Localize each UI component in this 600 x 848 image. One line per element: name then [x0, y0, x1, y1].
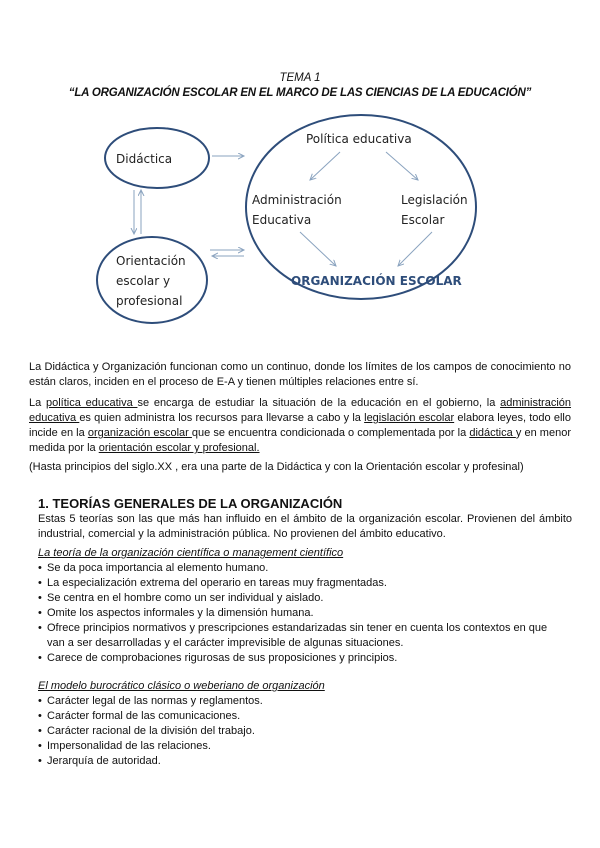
concept-diagram	[0, 110, 600, 330]
intro-paragraph-2	[29, 396, 571, 456]
p2-underline-legislacion: legislación escolar	[364, 412, 455, 424]
section-intro: Estas 5 teorías son las que más han influido en el ámbito de la organización escolar. Provienen del ámbito industrial, comercial y la administración pública. No provienen del ámbito educativo.	[38, 513, 572, 540]
p2-text-3: es quien administra los recursos para llevarse a cabo y la	[79, 412, 365, 424]
orientacion-label-1: Orientación	[116, 254, 186, 268]
p2-underline-administracion: administración educativa	[29, 397, 572, 424]
administracion-label-1: Administración	[252, 193, 342, 207]
legislacion-label-2: Escolar	[401, 213, 445, 227]
administracion-label-2: Educativa	[252, 213, 312, 227]
theory2-title: El modelo burocrático clásico o weberiano de organización	[38, 680, 325, 692]
list-item: • La especialización extrema del operario en tareas muy fragmentadas.	[38, 576, 558, 591]
list-item: • Jerarquía de autoridad.	[38, 754, 558, 769]
intro-paragraph-3: (Hasta principios del siglo.XX , era una parte de la Didáctica y con la Orientación escolar y profesinal)	[29, 461, 524, 473]
list-item: • Impersonalidad de las relaciones.	[38, 739, 558, 754]
page-title: “LA ORGANIZACIÓN ESCOLAR EN EL MARCO DE LAS CIENCIAS DE LA EDUCACIÓN”	[68, 87, 532, 99]
p2-text-1: La	[29, 397, 46, 409]
arrow-legislacion-organizacion	[398, 232, 432, 266]
topic-label: TEMA 1	[279, 72, 321, 84]
list-item: • Omite los aspectos informales y la dimensión humana.	[38, 606, 558, 621]
orientacion-label-3: profesional	[116, 294, 183, 308]
section-title: 1. TEORÍAS GENERALES DE LA ORGANIZACIÓN	[38, 496, 343, 511]
theory1-title: La teoría de la organización científica o management científico	[38, 547, 344, 559]
arrow-politica-administracion	[310, 152, 340, 180]
p2-text-6: y en menor medida por la	[29, 427, 571, 454]
p2-underline-didactica: didáctica	[469, 427, 516, 439]
orientacion-label-2: escolar y	[116, 274, 171, 288]
legislacion-label-1: Legislación	[401, 193, 468, 207]
p2-underline-organizacion: organización escolar	[87, 427, 192, 439]
p2-underline-orientacion: orientación escolar y profesional.	[98, 442, 260, 454]
arrow-politica-legislacion	[386, 152, 418, 180]
arrow-administracion-organizacion	[300, 232, 336, 266]
theory2-list	[38, 694, 558, 769]
didactica-label: Didáctica	[116, 152, 173, 166]
list-item: • Se centra en el hombre como un ser individual y aislado.	[38, 591, 558, 606]
p2-underline-politica: política educativa	[46, 397, 138, 409]
p2-text-4: elabora leyes, todo ello incide en la	[29, 412, 571, 439]
theory1-list	[38, 561, 558, 666]
list-item: • Carece de comprobaciones rigurosas de sus proposiciones y principios.	[38, 651, 558, 666]
organizacion-label: ORGANIZACIÓN ESCOLAR	[291, 274, 462, 288]
p2-text-2: se encarga de estudiar la situación de la educación en el gobierno, la	[137, 397, 501, 409]
list-item: • Carácter racional de la división del trabajo.	[38, 724, 558, 739]
p2-text-5: que se encuentra condicionada o complementada por la	[191, 427, 470, 439]
intro-paragraph-1: La Didáctica y Organización funcionan como un continuo, donde los límites de los campos de conocimiento no están claros, inciden en el proceso de E-A y tienen múltiples relaciones entre sí.	[29, 361, 571, 388]
politica-label: Política educativa	[306, 132, 412, 146]
list-item: • Carácter formal de las comunicaciones.	[38, 709, 558, 724]
list-item: • Se da poca importancia al elemento humano.	[38, 561, 558, 576]
list-item: • Ofrece principios normativos y prescripciones estandarizadas sin tener en cuenta los contextos en que van a ser desarrolladas y el carácter imprevisible de algunas situaciones.	[38, 621, 558, 651]
list-item: • Carácter legal de las normas y reglamentos.	[38, 694, 558, 709]
